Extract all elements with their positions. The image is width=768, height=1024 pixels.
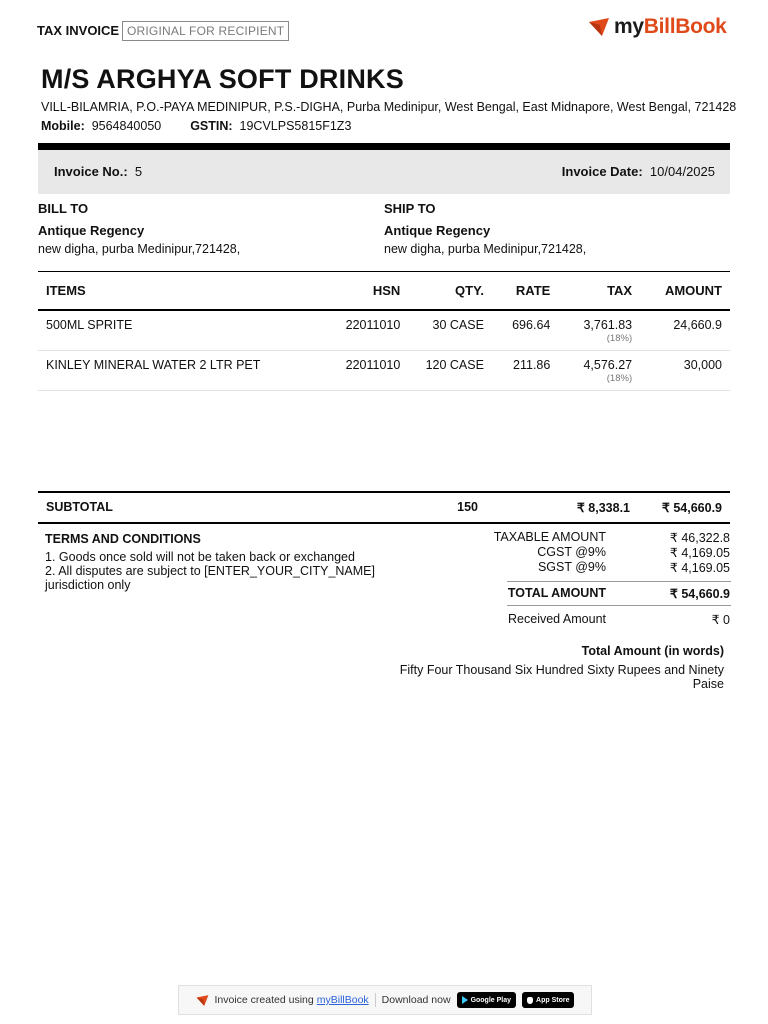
ship-to-address: new digha, purba Medinipur,721428, [384, 242, 587, 256]
document-type: TAX INVOICE [37, 23, 120, 38]
header-divider [38, 143, 730, 150]
subtotal-row [38, 491, 730, 524]
cgst-label: CGST @9% [537, 545, 606, 559]
item-name: 500ML SPRITE [38, 310, 303, 351]
col-rate: RATE [492, 272, 558, 311]
item-rate: 696.64 [492, 310, 558, 351]
table-row [38, 310, 730, 351]
brand-suffix: BillBook [643, 15, 727, 38]
bill-to-title: BILL TO [38, 201, 89, 216]
cgst-value: ₹ 4,169.05 [669, 546, 730, 560]
item-qty: 30 CASE [408, 310, 492, 351]
items-header-row [38, 272, 730, 311]
google-play-badge[interactable] [457, 992, 516, 1008]
item-hsn: 22011010 [303, 351, 408, 391]
total-amount-value: ₹ 54,660.9 [669, 587, 730, 601]
item-tax-rate: (18%) [606, 333, 633, 344]
subtotal-amount: ₹ 54,660.9 [661, 501, 722, 515]
google-play-icon [462, 996, 468, 1004]
table-row [38, 351, 730, 391]
mobile-label: Mobile: [41, 119, 85, 133]
subtotal-tax: ₹ 8,338.1 [576, 501, 630, 515]
footer-download-text: Download now [381, 994, 451, 1006]
seller-address: VILL-BILAMRIA, P.O.-PAYA MEDINIPUR, P.S.-DIGHA, Purba Medinipur, West Bengal, East Midnapore, West Bengal, 721428 [41, 100, 737, 114]
footer-banner [178, 985, 592, 1015]
footer-created-text: Invoice created using [214, 994, 314, 1006]
col-tax: TAX [558, 272, 640, 311]
mobile-value: 9564840050 [91, 119, 162, 133]
item-tax [558, 351, 640, 391]
ship-to-name: Antique Regency [384, 223, 491, 238]
received-amount-value: ₹ 0 [711, 613, 730, 627]
received-amount-label: Received Amount [508, 612, 606, 626]
item-name: KINLEY MINERAL WATER 2 LTR PET [38, 351, 303, 391]
col-items: ITEMS [38, 272, 303, 311]
mybillbook-logo-icon [588, 16, 610, 38]
item-tax-value: 4,576.27 [583, 358, 633, 372]
item-amount: 24,660.9 [640, 310, 730, 351]
footer-separator [375, 993, 376, 1007]
invoice-date [562, 164, 715, 179]
seller-name: M/S ARGHYA SOFT DRINKS [41, 64, 404, 94]
col-amount: AMOUNT [640, 272, 730, 311]
subtotal-label: SUBTOTAL [46, 500, 113, 514]
invoice-number-value: 5 [134, 164, 143, 179]
taxable-amount-label: TAXABLE AMOUNT [493, 530, 606, 544]
brand-prefix: my [614, 15, 644, 38]
sgst-value: ₹ 4,169.05 [669, 561, 730, 575]
invoice-number [54, 164, 142, 179]
item-amount: 30,000 [640, 351, 730, 391]
apple-icon [527, 997, 533, 1004]
bill-to-address: new digha, purba Medinipur,721428, [38, 242, 241, 256]
item-tax-rate: (18%) [606, 373, 633, 384]
col-hsn: HSN [303, 272, 408, 311]
summary-divider [507, 581, 731, 582]
amount-in-words-value: Fifty Four Thousand Six Hundred Sixty Rupees and Ninety Paise [399, 663, 724, 691]
invoice-number-label: Invoice No.: [54, 164, 128, 179]
item-tax-value: 3,761.83 [583, 318, 633, 332]
item-tax [558, 310, 640, 351]
terms-line: 2. All disputes are subject to [ENTER_YOUR_CITY_NAME] jurisdiction only [45, 564, 375, 592]
terms-title: TERMS AND CONDITIONS [45, 532, 201, 546]
sgst-label: SGST @9% [537, 560, 606, 574]
google-play-label: Google Play [470, 996, 512, 1004]
item-hsn: 22011010 [303, 310, 408, 351]
col-qty: QTY. [408, 272, 492, 311]
gstin-value: 19CVLPS5815F1Z3 [239, 119, 352, 133]
items-table [38, 271, 730, 391]
terms-line: 1. Goods once sold will not be taken back or exchanged [45, 550, 355, 564]
subtotal-qty: 150 [457, 500, 478, 514]
summary-divider [507, 605, 731, 606]
amount-in-words-label: Total Amount (in words) [581, 644, 724, 658]
bill-to-name: Antique Regency [38, 223, 145, 238]
app-store-badge[interactable] [522, 992, 574, 1008]
gstin-label: GSTIN: [190, 119, 233, 133]
footer-mybillbook-link[interactable]: myBillBook [316, 994, 369, 1006]
taxable-amount-value: ₹ 46,322.8 [669, 531, 730, 545]
copy-badge: ORIGINAL FOR RECIPIENT [122, 21, 289, 41]
item-rate: 211.86 [492, 351, 558, 391]
brand-wordmark [614, 15, 727, 39]
invoice-date-label: Invoice Date: [561, 164, 643, 179]
total-amount-label: TOTAL AMOUNT [507, 586, 606, 600]
mybillbook-logo-icon [196, 994, 209, 1007]
item-qty: 120 CASE [408, 351, 492, 391]
seller-contact [41, 119, 351, 133]
invoice-date-value: 10/04/2025 [649, 164, 715, 179]
brand-logo [588, 15, 727, 39]
ship-to-title: SHIP TO [384, 201, 436, 216]
app-store-label: App Store [536, 996, 570, 1004]
